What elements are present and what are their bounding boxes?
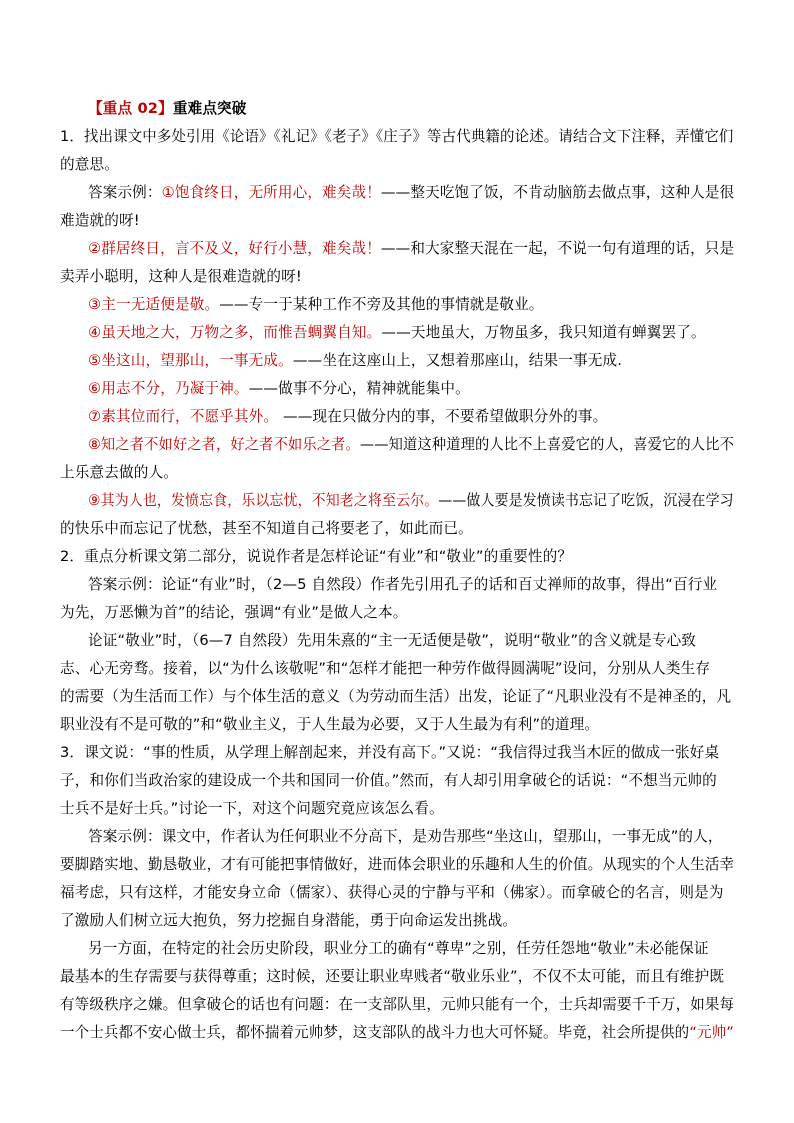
quote-explanation: ——和大家整天混在一起，不说一句有道理的话，只是 (380, 240, 735, 257)
q1-answer-3 (88, 295, 544, 315)
section-title: 重难点突破 (172, 100, 247, 117)
q1-line-2: 的意思。 (60, 156, 119, 173)
answer-label: 答案示例： (88, 184, 162, 201)
quote-explanation: ——专一于某种工作不旁及其他的事情就是敬业。 (219, 296, 544, 313)
q1-answer-5 (88, 351, 622, 371)
q3-answer-text: 一个士兵都不安心做士兵，都怀揣着元帅梦，这支部队的战斗力也大可怀疑。毕竟，社会所提供的 (60, 1024, 690, 1041)
q3-answer-p1-line-4: 了激励人们树立远大抱负，努力挖掘自身潜能，勇于向命运发出挑战。 (60, 912, 518, 929)
highlight-term: “元帅” (689, 1024, 734, 1041)
classic-quote: ⑨其为人也，发愤忘食，乐以忘忧，不知老之将至云尔。 (88, 492, 439, 509)
quote-explanation: ——现在只做分内的事，不要希望做职分外的事。 (278, 408, 608, 425)
q1-answer-8-cont: 上乐意去做的人。 (60, 464, 178, 481)
q3-question-line-3: 士兵不是好士兵。”讨论一下，对这个问题究竟应该怎么看。 (60, 800, 444, 817)
q3-answer-p1-line-1: 答案示例：课文中，作者认为任何职业不分高下，是劝告那些“坐这山，望那山，一事无成”的人， (88, 828, 723, 845)
q2-answer-p2-line-2: 志、心无旁骛。接着，以“为什么该敬呢”和“怎样才能把一种劳作做得圆满呢”设问，分别从人类生存 (60, 660, 711, 677)
q1-answer-7 (88, 407, 607, 427)
q2-answer-p1-line-2: 为先，万恶懒为首”的结论，强调“有业”是做人之本。 (60, 604, 408, 621)
classic-quote: ⑥用志不分，乃凝于神。 (88, 380, 249, 397)
q1-answer-1 (88, 183, 734, 203)
q2-answer-p2-line-4: 职业没有不是可敬的”和“敬业主义，于人生最为必要，又于人生最为有利”的道理。 (60, 716, 600, 733)
q2-answer-p2-line-1: 论证“敬业”时，（6—7 自然段）先用朱熹的“主一无适便是敬”，说明“敬业”的含义就是专心致 (88, 632, 697, 649)
q2-question: 2．重点分析课文第二部分，说说作者是怎样论证“有业”和“敬业”的重要性的？ (60, 548, 573, 565)
classic-quote: ⑤坐这山，望那山，一事无成。 (88, 352, 293, 369)
q2-answer-p1-line-1: 答案示例：论证“有业”时，（2—5 自然段）作者先引用孔子的话和百丈禅师的故事，得出“百行业 (88, 576, 718, 593)
q1-answer-4 (88, 323, 706, 343)
q3-answer-p2-line-1: 另一方面，在特定的社会历史阶段，职业分工的确有“尊卑”之别，任劳任怨地“敬业”未必能保证 (88, 940, 709, 957)
quote-explanation: ——天地虽大，万物虽多，我只知道有蝉翼罢了。 (381, 324, 706, 341)
q1-answer-9-cont: 的快乐中而忘记了忧愁，甚至不知道自己将要老了，如此而已。 (60, 520, 473, 537)
q3-answer-p2-line-4 (60, 1023, 734, 1043)
q1-answer-2-cont: 卖弄小聪明，这种人是很难造就的呀! (60, 268, 302, 285)
q1-answer-1-cont: 难造就的呀! (60, 212, 140, 229)
q1-line-1: 1．找出课文中多处引用《论语》《礼记》《老子》《庄子》等古代典籍的论述。请结合文下注释，弄懂它们 (60, 128, 734, 145)
q3-question-line-1: 3．课文说：“事的性质，从学理上解剖起来，并没有高下。”又说：“我信得过我当木匠的做成一张好桌 (60, 744, 720, 761)
classic-quote: ②群居终日，言不及义，好行小慧，难矣哉！ (88, 240, 381, 257)
q1-answer-8 (88, 435, 734, 455)
q2-answer-p2-line-3: 的需要（为生活而工作）与个体生活的意义（为劳动而生活）出发，论证了“凡职业没有不是神圣的，凡 (60, 688, 732, 705)
classic-quote: ①饱食终日，无所用心，难矣哉！ (161, 184, 381, 201)
quote-explanation: ——整天吃饱了饭，不肯动脑筋去做点事，这种人是很 (380, 184, 735, 201)
classic-quote: ④虽天地之大，万物之多，而惟吾蜩翼自知。 (88, 324, 382, 341)
section-heading (88, 99, 247, 119)
q3-question-line-2: 子，和你们当政治家的建设成一个共和国同一价值。”然而，有人却引用拿破仑的话说：“不想当元帅的 (60, 772, 717, 789)
q1-answer-9 (88, 491, 734, 511)
quote-explanation: ——做事不分心，精神就能集中。 (248, 380, 470, 397)
section-tag: 【重点 02】 (88, 100, 173, 117)
classic-quote: ⑧知之者不如好之者，好之者不如乐之者。 (88, 436, 360, 453)
quote-explanation: ——做人要是发愤读书忘记了吃饭，沉浸在学习 (438, 492, 734, 509)
q1-answer-2 (88, 239, 734, 259)
q1-answer-6 (88, 379, 470, 399)
q3-answer-p2-line-3: 有等级秩序之嫌。但拿破仑的话也有问题：在一支部队里，元帅只能有一个，士兵却需要千千万，如果每 (60, 996, 735, 1013)
q3-answer-p2-line-2: 最基本的生存需要与获得尊重；这时候，还要让职业卑贱者“敬业乐业”，不仅不太可能，而且有维护既 (60, 968, 725, 985)
classic-quote: ③主一无适便是敬。 (88, 296, 220, 313)
q3-answer-p1-line-2: 要脚踏实地、勤恳敬业，才有可能把事情做好，进而体会职业的乐趣和人生的价值。从现实的个人生活幸 (60, 856, 735, 873)
classic-quote: ⑦素其位而行，不愿乎其外。 (88, 408, 279, 425)
q3-answer-p1-line-3: 福考虑，只有这样，才能安身立命（儒家）、获得心灵的宁静与平和（佛家）。而拿破仑的名言，则是为 (60, 884, 724, 901)
quote-explanation: ——知道这种道理的人比不上喜爱它的人，喜爱它的人比不 (359, 436, 734, 453)
quote-explanation: ——坐在这座山上，又想着那座山，结果一事无成. (292, 352, 623, 369)
